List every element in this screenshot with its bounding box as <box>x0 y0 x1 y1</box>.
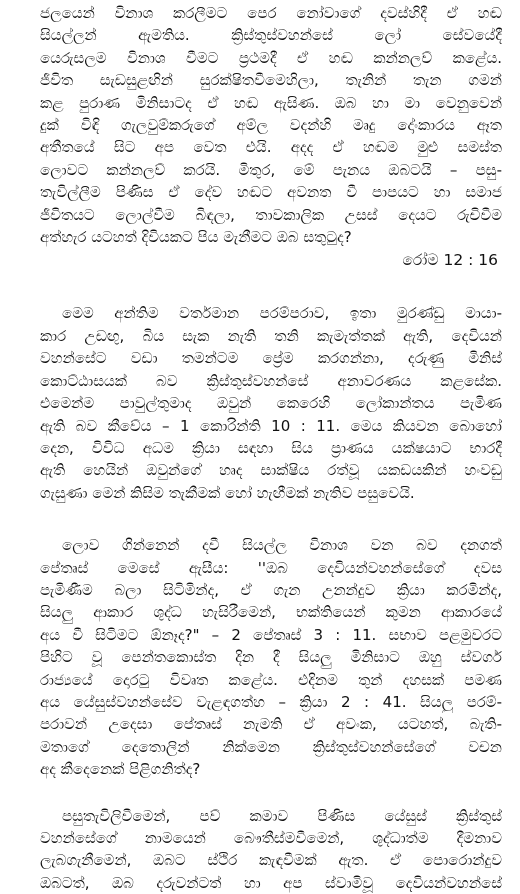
scripture-reference: රෝම 12 : 16 <box>402 251 498 270</box>
paragraph-3 <box>40 534 502 780</box>
text-line: ජලයෙන් විනාශ කරලීමට පෙර නෝවාගේ දවස්හිදී ඒ හඬ <box>40 4 502 22</box>
text-line: ඔබටත්, ඔබ දරුවන්ටත් හා අප ස්වාමිවූ දෙවියන්වහන්සේ <box>40 873 502 892</box>
text-line: අය යේසුස්වහන්සේව වැළඳගත්හ – ක්‍රියා 2 : 41. සියලු පරම්- <box>40 692 502 711</box>
text-line: දුක් විඳි ගැලවුම්කරුගේ අම්ල වදන්හි මෘදු දෝංකාරය ඈත <box>40 116 502 135</box>
text-line: ලොව ගින්නෙන් දවී සියල්ල විනාශ වන බව දනගත් <box>62 536 502 555</box>
text-line: වහන්සේගේ නාමයෙන් බෞතීස්මවීමෙන්, ශුද්ධාත්ම දීමනාව <box>40 829 502 847</box>
text-line: දෙන, විවිධ අධම ක්‍රියා සඳහා සිය ප්‍රාණය යක්ෂයාට භාරදී <box>40 438 502 457</box>
text-line: පිහිට වූ පෙන්තකොස්ත දින දී සියලු මිනිසාට ඔහු ස්වර්ග <box>40 648 502 667</box>
text-line: ජීවිතයට ලොල්වීම බිඳලා, තාවකාලික උසස් දෙයට රුචිවීම <box>40 205 502 224</box>
text-line: වහන්සේට වඩා තමන්ටම ප්‍රේම කරගන්නා, දරුණු මිනිස් <box>40 349 502 368</box>
paragraph-1 <box>40 2 502 272</box>
paragraph-2 <box>40 302 502 504</box>
paragraph-spacer <box>40 272 502 302</box>
text-line: පසුතැවිලිවීමෙන්, පව් කමාව පිණිස යේසුස් ක්‍රිස්තුස් <box>62 806 502 825</box>
paragraph-4 <box>40 805 502 894</box>
text-line: එමෙන්ම පාවුල්තුමාද ඔවුන් කෙරෙහි ලෝකාන්තය පැමිණ <box>40 394 502 413</box>
document-page <box>40 2 502 894</box>
text-line: ලැබගැනීමෙන්, ඔබට ස්ථිර කැඳවීමක් ඇත. ඒ පොරොන්දුව <box>40 851 502 870</box>
text-line: ඇති බව කීවේය – 1 කොරින්ති 10 : 11. මෙය කියවන බොහෝ <box>40 416 502 435</box>
text-line: අත්හැර යටහත් දිවියකට පිය මැනීමට ඔබ සතුටුද? <box>40 228 352 247</box>
text-line: කළ පුරාණ මිනිසාටද ඒ හඬ ඇසිණ. ඔබ හා මා වෙනුවෙන් <box>40 93 502 112</box>
text-line: ලොවට කන්නලව් කරයි. මිතුර, මේ පැනය ඔබටයි – පසු- <box>40 160 502 179</box>
text-line: මතාගේ දෙතොලින් නික්මෙන ක්‍රිස්තුස්වහන්සේගේ වචන <box>40 737 502 756</box>
text-line: අතීතයේ සිට අප වෙත එයි. අදද ඒ හඬම මුළු සමස්ත <box>40 138 502 157</box>
text-line: සියල්ලන් ඇමතිය. ක්‍රිස්තුස්වහන්සේ ලෝ සේවයේදී <box>40 26 502 45</box>
text-line: අද කීදෙනෙක් පිළිගනිත්ද? <box>40 760 201 779</box>
text-line: මෙම අන්තිම වර්තමාන පරම්පරාව, ඉතා මුරණ්ඩු මායා- <box>62 304 502 323</box>
text-line: ඇති හෙයින් ඔවුන්ගේ හෘද සාක්ෂිය රත්වූ යකඩයකින් හංවඩු <box>40 461 502 480</box>
text-line: අය වී සිටිමට ඕනෑද?" – 2 පේතෘස් 3 : 11. සභාව පළමුවරට <box>40 625 502 644</box>
text-line: රාජ්‍යයේ දොරටු විවෘත කළේය. එදිනම තුන් දහසක් පමණ <box>40 670 502 689</box>
text-line: යෙරුසලම විනාශ වීමට ප්‍රථමදී ඒ හඬ කන්නලව් කළේය. <box>40 48 502 67</box>
text-line: ගැසුණා මෙන් කිසිම තැකීමක් හෝ හැඟීමක් නැතිව පසුවෙයි. <box>40 483 415 502</box>
paragraph-spacer <box>40 781 502 805</box>
text-line: කොට්ඨාසයක් බව ක්‍රිස්තුස්වහන්සේ අනාවරණය කළසේක. <box>40 371 502 390</box>
text-line: ජීවිත සැඩසුළඟින් සුරක්ෂිතවීමෙහිලා, තැනින් තැන ගමන් <box>40 71 502 90</box>
text-line: සියලු ආකාර ශුද්ධ හැසිරීමෙන්, භක්තියෙන් කුමන ආකාරයේ <box>40 603 502 622</box>
text-line: තැවිල්ලීම පිණිස ඒ දේව හඬට අවනත වී පාපයට හා සමාජ <box>40 183 502 202</box>
text-line: පේතෘස් මෙසේ ඇසීය: ''ඔබ දෙවියන්වහන්සේගේ දවස <box>40 558 502 577</box>
text-line: පැමිණීම බලා සිටිමින්ද, ඒ ගැන උනන්දුව ක්‍රියා කරමින්ද, <box>40 580 502 599</box>
text-line: පරාවන් උදෙසා පේතෘස් නැමති ඒ අවංක, යටහත්, බැති- <box>40 715 502 734</box>
text-line: කාර උඩඟු, බිය සැක නැති තනි කැමැත්තක් ඇති, දෙවියන් <box>40 326 502 345</box>
paragraph-spacer <box>40 504 502 534</box>
